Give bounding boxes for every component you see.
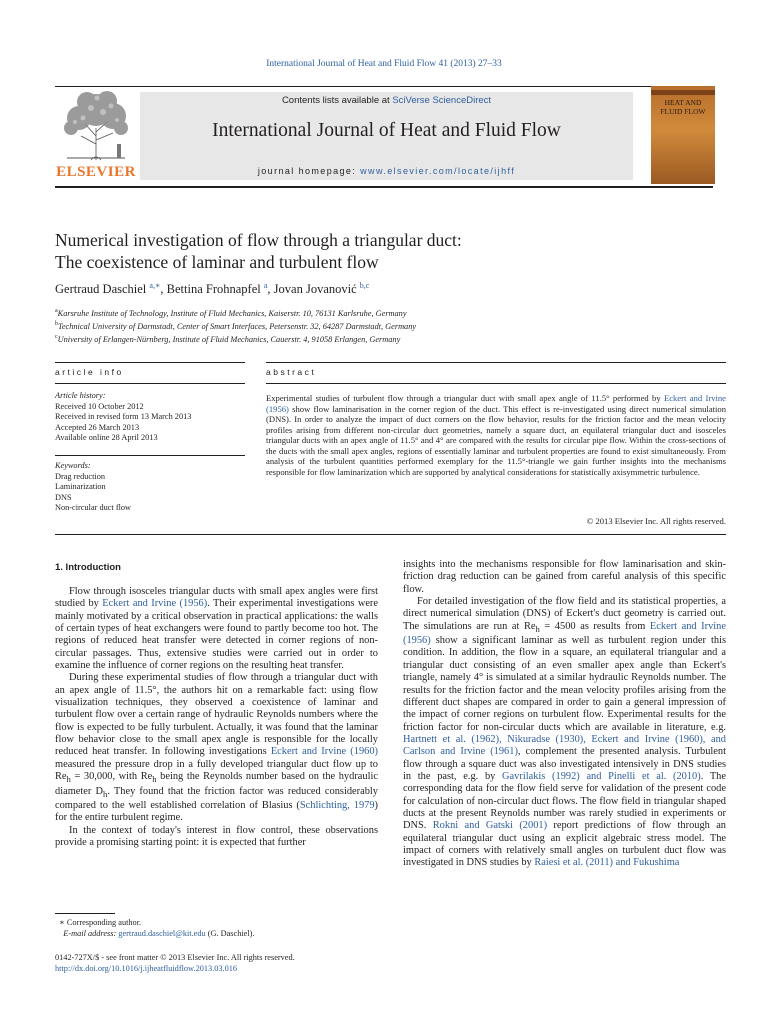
footnote-rule [55, 913, 115, 914]
author-list: Gertraud Daschiel $^{a,∗}$, Bettina Frohnapfel $^a$, Jovan Jovanović $^{b,c}$ [55, 281, 370, 297]
journal-citation-link[interactable]: International Journal of Heat and Fluid Flow 41 (2013) 27–33 [266, 59, 502, 69]
article-title: Numerical investigation of flow through a triangular duct: The coexistence of laminar and turbulent flow [55, 230, 462, 272]
abstract-bottom-rule [55, 534, 726, 535]
affiliation-list [55, 306, 416, 344]
author-affiliation-marker[interactable]: a [263, 281, 268, 290]
author-name: Gertraud Daschiel [55, 282, 147, 297]
issn-line: 0142-727X/$ - see front matter © 2013 Elsevier Inc. All rights reserved. [55, 953, 295, 962]
info-heading-rule [55, 383, 245, 384]
contents-available-line: Contents lists available at SciVerse ScienceDirect [281, 95, 492, 106]
author-name: Bettina Frohnapfel [166, 282, 261, 297]
keywords [55, 461, 245, 514]
history-item: Received 10 October 2012 [55, 401, 144, 411]
abstract-body: Experimental studies of turbulent flow through a triangular duct with small apex angle of 11.5° performed by Eckert and Irvine (1956) show flow laminarisation in the corner region of the duct. This effect is re-investigated using direct numerical simulation (DNS). In order to analyze the impact of duct corners on the flow behavior, results for the friction factor and the mean velocity profiles arising from different non-circular duct geometries, namely a square duct, an equilateral triangular duct and isosceles triangular ducts with an apex angle of 11.5° and 4° are compared with the results for circular pipe flow. Within the cross-sections of the ducts with the small apex angles, regions of essentially laminar and turbulent properties are found to exist simultaneously. From analysis of the turbulent quantities performed exemplary for the 11.5°-triangle we gain further insights into the mechanisms responsible for flow laminarization which are supported by analytical considerations for statistically axisymmetric turbulence. [266, 393, 726, 477]
front-matter [55, 952, 295, 974]
keyword-item: Laminarization [55, 482, 106, 491]
history-item: Received in revised form 13 March 2013 [55, 412, 192, 421]
abstract-heading-rule [266, 383, 726, 384]
affiliation-item: $^a$Karsruhe Institute of Technology, Institute of Fluid Mechanics, Kaiserstr. 10, 76131 Karlsruhe, Germany [55, 308, 407, 318]
sciencedirect-link[interactable]: SciVerse ScienceDirect [392, 95, 492, 106]
reference-link[interactable]: Raiesi et al. (2011) and Fukushima [534, 857, 680, 869]
introduction-heading: 1. Introduction [55, 562, 121, 573]
publisher-logo [55, 88, 137, 184]
cover-title: HEAT AND FLUID FLOW [660, 98, 706, 116]
reference-link[interactable]: Schlichting, 1979 [299, 800, 375, 811]
abstract-heading: abstract [266, 367, 317, 377]
doi-link[interactable]: http://dx.doi.org/10.1016/j.ijheatfluidflow.2013.03.016 [55, 964, 238, 973]
body-paragraph: Flow through isosceles triangular ducts with small apex angles were first studied by Eckert and Irvine (1956). Their experimental investigations were mainly motivated by a critical observation in practical applications: the walls of certain types of heat exchangers were found to partly become too hot. The regions of reduced heat transfer were detected in corner regions of non-circular passages. Thus, extensive studies were carried out in order to examine the influence of corner regions on the resulting heat transfer. [55, 586, 379, 672]
article-history [55, 391, 245, 444]
author-affiliation-marker[interactable]: b,c [359, 281, 370, 290]
article-history-label: Article history: [55, 391, 106, 400]
body-paragraph: During these experimental studies of flow through a triangular duct with an apex angle of 11.5°, the authors hit on a remarkable fact: using flow visualization techniques, they observed a coexistence of laminar and turbulent flow over a certain range of hydraulic Reynolds numbers where the flow is expected to be fully turbulent. Actually, it was found that the laminar flow behavior close to the small apex angle is responsible for the locally reduced heat transfer. In following investigations Eckert and Irvine (1960) measured the pressure drop in a fully developed triangular duct flow up to $Re_h = 30,000$, with $Re_h$ being the Reynolds number based on the hydraulic diameter $D_h$. They found that the friction factor was reduced considerably compared to the well established correlation of Blasius (Schlichting, 1979) for the entire turbulent regime. [55, 672, 379, 824]
keyword-item: Drag reduction [55, 471, 105, 481]
history-item: Accepted 26 March 2013 [55, 422, 140, 432]
abstract-copyright: © 2013 Elsevier Inc. All rights reserved. [586, 516, 726, 526]
journal-banner [140, 92, 633, 180]
masthead-top-rule [55, 86, 713, 87]
masthead-bottom-rule [55, 186, 713, 188]
info-top-rule [55, 362, 245, 363]
reference-link[interactable]: Eckert and Irvine (1956) [403, 620, 726, 647]
body-column-right [403, 559, 726, 870]
reference-link[interactable]: Eckert and Irvine (1956) [266, 393, 726, 414]
journal-homepage-line: journal homepage: www.elsevier.com/locate/ijhff [257, 166, 516, 176]
journal-cover-thumbnail [651, 86, 715, 184]
affiliation-item: $^b$Technical University of Darmstadt, Center of Smart Interfaces, Petersenstr. 32, 64287 Darmstadt, Germany [55, 320, 417, 331]
body-column-left [55, 586, 378, 849]
author-name: Jovan Jovanović [273, 282, 357, 297]
reference-link[interactable]: Eckert and Irvine (1956) [102, 598, 208, 610]
journal-name: International Journal of Heat and Fluid Flow [212, 120, 561, 141]
reference-link[interactable]: Hartnett et al. (1962), Nikuradse (1930), Eckert and Irvine (1960), and Carlson and Irvine (1961) [403, 733, 726, 758]
keyword-item: Non-circular duct flow [55, 503, 132, 512]
body-paragraph: For detailed investigation of the flow field and its statistical properties, a direct numerical simulation (DNS) of Eckert's duct geometry is carried out. The simulations are run at $Re_h = 4500$ as results from Eckert and Irvine (1956) show a significant laminar as well as turbulent region under this condition. In addition, the flow in a square, an equilateral triangular and a triangular duct consisting of an even smaller apex angle than Eckert's triangle, namely 4° is simulated at a similar hydraulic Reynolds number. The results for the friction factor and the mean velocity profiles arising from the different duct shapes are compared in order to gain a general impression of the impact of corner regions on turbulent flow. Experimental results for the friction factor for non-circular ducts which are available in literature, e.g. Hartnett et al. (1962), Nikuradse (1930), Eckert and Irvine (1960), and Carlson and Irvine (1961), complement the presented analysis. Turbulent flow through a square duct was also investigated intensively in DNS studies in the past, e.g. by Gavrilakis (1992) and Pinelli et al. (2010). The corresponding data for the flow field serve for validation of the present code for calculation of non-circular duct flows. The flow field in triangular shaped ducts at the present Reynolds number was rarely studied in experiments or DNS. Rokni and Gatski (2001) report predictions of flow through an equilateral triangular duct using an explicit algebraic stress model. The impact of corners with relatively small angles on turbulent duct flow was investigated in DNS studies by Raiesi et al. (2011) and Fukushima [403, 596, 727, 869]
body-paragraph: In the context of today's interest in flow control, these observations provide a promising starting point: it is expected that further [55, 824, 378, 849]
info-divider-rule [55, 455, 245, 456]
reference-link[interactable]: Gavrilakis (1992) and Pinelli et al. (2010) [502, 770, 701, 782]
reference-link[interactable]: Rokni and Gatski (2001) [432, 820, 548, 832]
keywords-label: Keywords: [55, 461, 91, 470]
abstract-top-rule [266, 362, 726, 363]
article-info-heading: article info [55, 367, 124, 377]
keyword-item: DNS [55, 492, 72, 502]
history-item: Available online 28 April 2013 [55, 433, 158, 442]
body-paragraph: insights into the mechanisms responsible for flow laminarisation and skin-friction drag reduction can be gained from careful analysis of this specific flow. [403, 559, 726, 595]
cover-band [651, 90, 715, 95]
author-email-link[interactable]: gertraud.daschiel@kit.edu [118, 929, 206, 938]
tree-emblem-icon [55, 88, 137, 162]
author-affiliation-marker[interactable]: a,∗ [149, 281, 161, 290]
journal-homepage-link[interactable]: www.elsevier.com/locate/ijhff [360, 166, 516, 176]
reference-link[interactable]: Eckert and Irvine (1960) [270, 746, 379, 758]
affiliation-item: $^c$University of Erlangen-Nürnberg, Institute of Fluid Mechanics, Cauerstr. 4, 91058 Erlangen, Germany [55, 333, 401, 344]
elsevier-wordmark: ELSEVIER [56, 164, 136, 180]
corresponding-author-footnote: ∗ Corresponding author. E-mail address: gertraud.daschiel@kit.edu (G. Daschiel). [59, 918, 255, 938]
